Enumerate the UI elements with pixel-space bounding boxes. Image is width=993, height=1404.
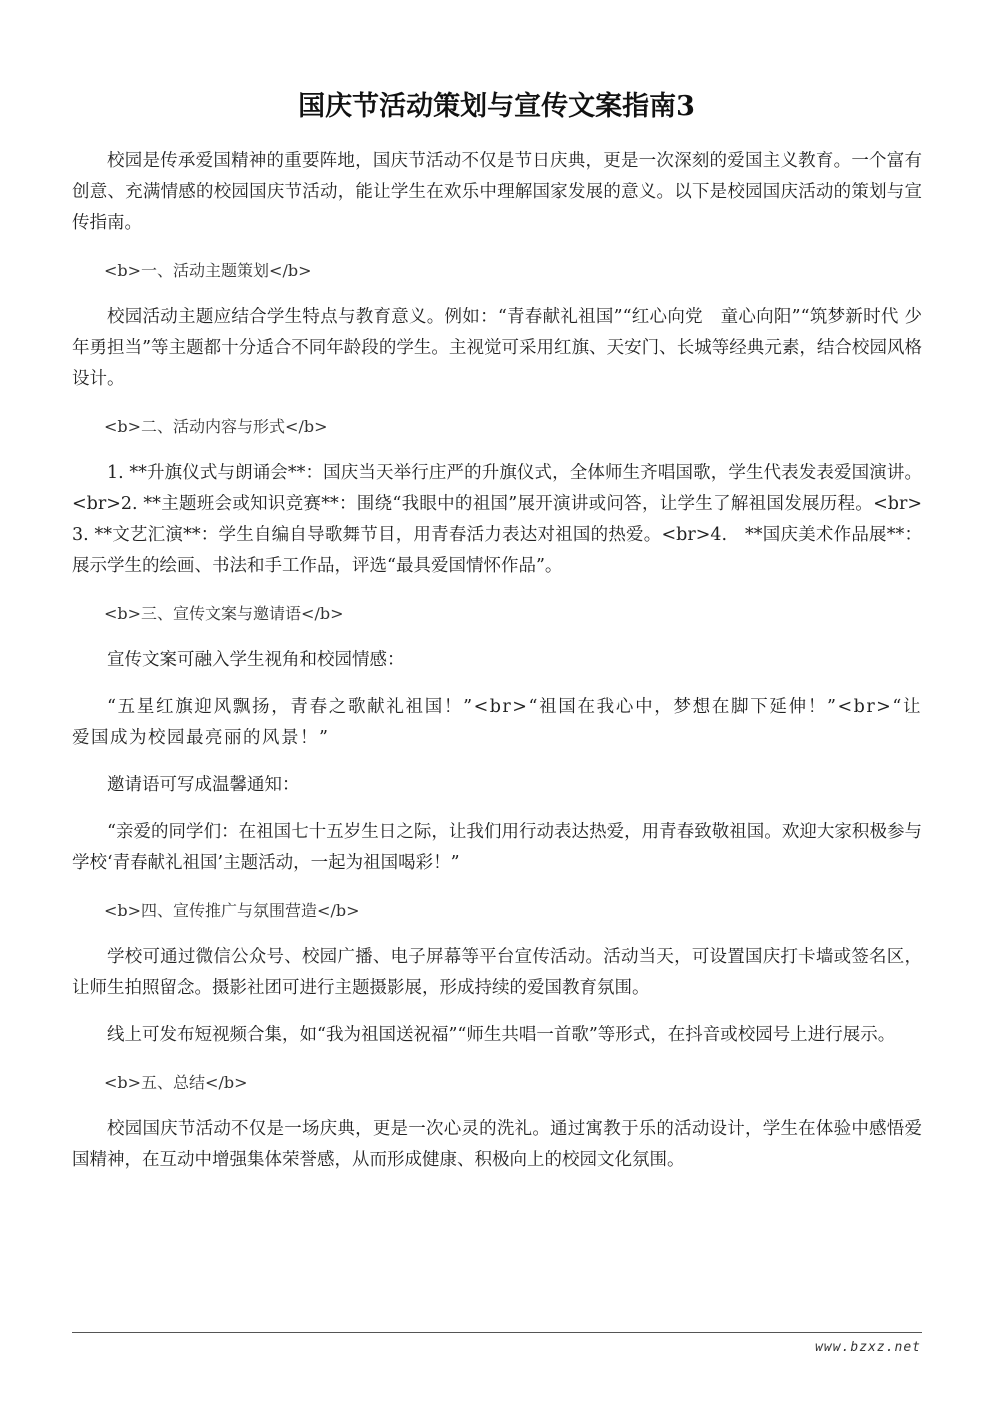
section-heading-copywriting: <b>三、宣传文案与邀请语</b>	[104, 604, 344, 623]
document-body	[72, 146, 922, 1192]
slogans-paragraph: “五星红旗迎风飘扬，青春之歌献礼祖国！”<br>“祖国在我心中，梦想在脚下延伸！”<br>“让爱国成为校园最亮丽的风景！”	[72, 697, 922, 748]
content-paragraph: 1. **升旗仪式与朗诵会**：国庆当天举行庄严的升旗仪式，全体师生齐唱国歌，学生代表发表爱国演讲。<br>2. **主题班会或知识竞赛**：围绕“我眼中的祖国”展开演讲或问答，让学生了解祖国发展历程。<br>3. **文艺汇演**：学生自编自导歌舞节目，用青春活力表达对祖国的热爱。<br>4. **国庆美术作品展**：展示学生的绘画、书法和手工作品，评选“最具爱国情怀作品”。	[72, 463, 922, 576]
footer-divider	[72, 1332, 922, 1333]
invitation-intro: 邀请语可写成温馨通知：	[107, 775, 300, 795]
copywriting-intro: 宣传文案可融入学生视角和校园情感：	[107, 650, 405, 670]
page-title: 国庆节活动策划与宣传文案指南3	[298, 91, 695, 122]
section-heading-summary: <b>五、总结</b>	[104, 1073, 248, 1092]
section-heading-theme: <b>一、活动主题策划</b>	[104, 261, 312, 280]
promotion-paragraph: 学校可通过微信公众号、校园广播、电子屏幕等平台宣传活动。活动当天，可设置国庆打卡墙或签名区，让师生拍照留念。摄影社团可进行主题摄影展，形成持续的爱国教育氛围。	[72, 947, 922, 998]
intro-paragraph: 校园是传承爱国精神的重要阵地，国庆节活动不仅是节日庆典，更是一次深刻的爱国主义教育。一个富有创意、充满情感的校园国庆节活动，能让学生在欢乐中理解国家发展的意义。以下是校园国庆活动的策划与宣传指南。	[72, 151, 922, 233]
invitation-paragraph: “亲爱的同学们：在祖国七十五岁生日之际，让我们用行动表达热爱，用青春致敬祖国。欢迎大家积极参与学校‘青春献礼祖国’主题活动，一起为祖国喝彩！”	[72, 822, 922, 873]
theme-paragraph: 校园活动主题应结合学生特点与教育意义。例如：“青春献礼祖国”“红心向党 童心向阳”“筑梦新时代 少年勇担当”等主题都十分适合不同年龄段的学生。主视觉可采用红旗、天安门、长城等经典元素，结合校园风格设计。	[72, 307, 922, 389]
footer-site: www.bzxz.net	[815, 1340, 921, 1355]
online-paragraph: 线上可发布短视频合集，如“我为祖国送祝福”“师生共唱一首歌”等形式，在抖音或校园号上进行展示。	[107, 1025, 896, 1045]
section-heading-content: <b>二、活动内容与形式</b>	[104, 417, 328, 436]
summary-paragraph: 校园国庆节活动不仅是一场庆典，更是一次心灵的洗礼。通过寓教于乐的活动设计，学生在体验中感悟爱国精神，在互动中增强集体荣誉感，从而形成健康、积极向上的校园文化氛围。	[72, 1119, 922, 1170]
section-heading-promotion: <b>四、宣传推广与氛围营造</b>	[104, 901, 360, 920]
